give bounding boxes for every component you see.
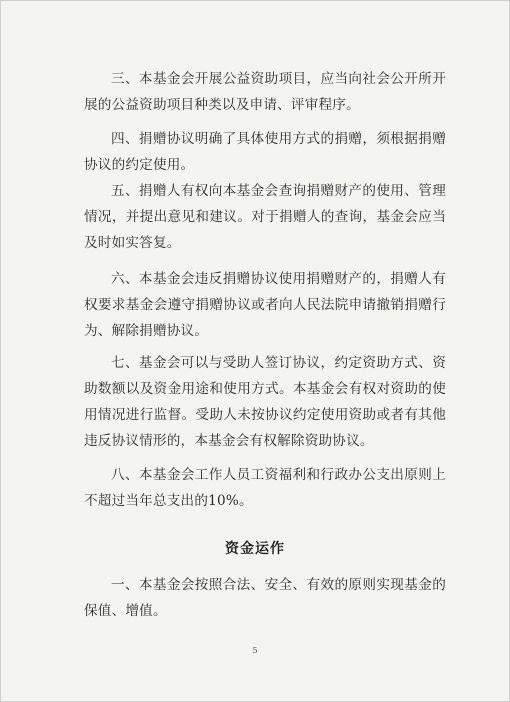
paragraph-4: 四、捐赠协议明确了具体使用方式的捐赠，须根据捐赠协议的约定使用。 bbox=[84, 131, 446, 173]
page-number: 5 bbox=[252, 646, 258, 655]
paragraph-3: 三、本基金会开展公益资助项目，应当向社会公开所开展的公益资助项目种类以及申请、评审程序。 bbox=[84, 71, 446, 113]
paragraph-8: 八、本基金会工作人员工资福利和行政办公支出原则上不超过当年总支出的10%。 bbox=[84, 467, 446, 509]
paragraph-7: 七、基金会可以与受助人签订协议，约定资助方式、资助数额以及资金用途和使用方式。本基金会有权对资助的使用情况进行监督。受助人未按协议约定使用资助或者有其他违反协议情形的，本基金会有权解除资助协议。 bbox=[84, 355, 446, 449]
section-heading: 资金运作 bbox=[225, 541, 285, 557]
paragraph-fund-1: 一、本基金会按照合法、安全、有效的原则实现基金的保值、增值。 bbox=[84, 577, 446, 619]
paragraph-5: 五、捐赠人有权向本基金会查询捐赠财产的使用、管理情况，并提出意见和建议。对于捐赠人的查询，基金会应当及时如实答复。 bbox=[84, 183, 446, 251]
paragraph-6: 六、本基金会违反捐赠协议使用捐赠财产的，捐赠人有权要求基金会遵守捐赠协议或者向人民法院申请撤销捐赠行为、解除捐赠协议。 bbox=[84, 271, 446, 339]
